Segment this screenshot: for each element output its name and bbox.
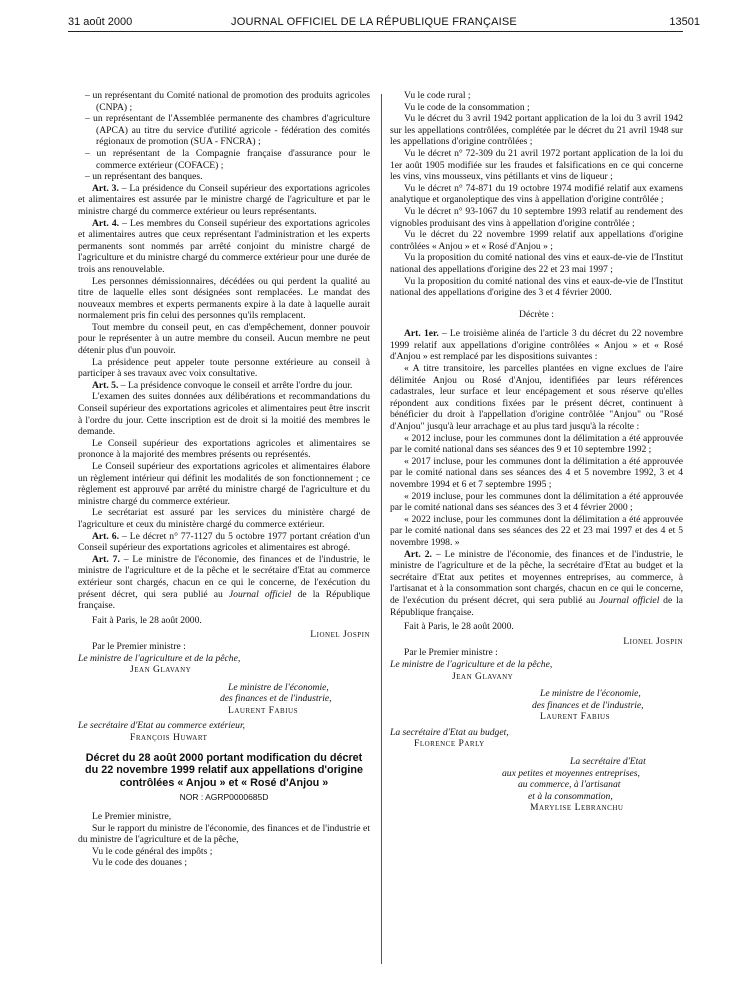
nor-reference: NOR : AGRP0000685D xyxy=(179,792,269,803)
journal-title: JOURNAL OFFICIEL DE LA RÉPUBLIQUE FRANÇAISE xyxy=(231,16,517,28)
quote-paragraph: « A titre transitoire, les parcelles plantées en vigne exclues de l'aire délimitée Anjou ou Rosé d'Anjou, identifiées par leurs références cadastrales, leur surface et leur encépagement et sous réserve qu'elles répondent aux conditions fixées par le présent décret, continuent à bénéficier du droit à l'appellation d'origine contrôlée "Anjou" ou "Rosé d'Anjou" jusqu'à leur arrachage et au plus tard jusqu'à la récolte : xyxy=(390,363,683,433)
signature-economy: Laurent Fabius xyxy=(228,704,298,716)
paragraph: Les personnes démissionnaires, décédées ou qui perdent la qualité au titre de laquelle elles sont désignées sont remplacées. Le mandat des nouveaux membres et experts permanents expire à la date à laquelle aurait normalement pris fin celui des personnes qu'ils remplacent. xyxy=(78,275,370,322)
article-text-end: de la République française. xyxy=(78,588,370,612)
left-column xyxy=(78,90,370,869)
minister-economy: Le ministre de l'économie, xyxy=(540,688,641,700)
minister-economy: Le ministre de l'économie, xyxy=(228,681,329,693)
paragraph: Le secrétariat est assuré par les services du ministère chargé de l'agriculture et ceux du ministère chargé du commerce extérieur. xyxy=(78,507,370,530)
paragraph: La présidence peut appeler toute personne extérieure au conseil à participer à ses travaux avec voix consultative. xyxy=(78,356,370,380)
secretary-foreign-trade: Le secrétaire d'Etat au commerce extérieur, xyxy=(78,720,246,732)
paragraph: Vu le code général des impôts ; xyxy=(92,845,213,857)
visa: Vu la proposition du comité national des vins et eaux-de-vie de l'Institut national des appellations d'origine des 22 et 23 mai 1997 ; xyxy=(390,252,683,275)
visa: Vu la proposition du comité national des vins et eaux-de-vie de l'Institut national des appellations d'origine des 3 et 4 février 2000. xyxy=(390,275,683,299)
signature-foreign-trade: François Huwart xyxy=(130,732,208,744)
article-label: Art. 1er. xyxy=(404,328,439,340)
list-item: – un représentant du Comité national de promotion des produits agricoles (CNPA) ; xyxy=(85,90,370,113)
list-item: – un représentant de la Compagnie française d'assurance pour le commerce extérieur (COFACE) ; xyxy=(85,147,370,171)
quote-paragraph: « 2012 incluse, pour les communes dont la délimitation a été approuvée par le comité national dans ses séances des 9 et 10 septembre 1992 ; xyxy=(390,432,683,456)
article-label: Art. 7. xyxy=(92,553,120,565)
signature-pm: Lionel Jospin xyxy=(310,629,370,641)
article-text: – Le décret n° 77-1127 du 5 octobre 1977 portant création d'un Conseil supérieur des exportations agricoles et alimentaires est abrogé. xyxy=(78,530,370,554)
article-text-end: de la République française. xyxy=(390,594,683,618)
column-divider xyxy=(381,94,382,964)
secretary-sme-cont: au commerce, à l'artisanat xyxy=(518,779,621,791)
right-column xyxy=(390,90,683,814)
visa: Vu le décret du 22 novembre 1999 relatif aux appellations d'origine contrôlées « Anjou » et « Rosé d'Anjou » ; xyxy=(390,229,683,252)
paragraph: L'examen des suites données aux délibérations et recommandations du Conseil supérieur des exportations agricoles et alimentaires peut être inscrit à l'ordre du jour. Cette inscription est de droit si la moitié des membres le demande. xyxy=(78,391,370,438)
article-label: Art. 2. xyxy=(404,548,432,560)
header-rule xyxy=(68,31,683,32)
article-label: Art. 5. xyxy=(92,379,119,391)
visa: Vu le code de la consommation ; xyxy=(404,101,530,113)
article-text: – Le ministre de l'économie, des finances et de l'industrie, le ministre de l'agriculture et de la pêche et le secrétaire d'Etat au commerce extérieur sont chargés, chacun en ce qui le concerne, de l'exécution du présent décret, qui sera publié au xyxy=(78,553,371,600)
minister-agriculture: Le ministre de l'agriculture et de la pêche, xyxy=(78,652,241,664)
list-item: – un représentant des banques. xyxy=(85,171,203,183)
header-date: 31 août 2000 xyxy=(68,16,133,28)
visa: Vu le décret du 3 avril 1942 portant application de la loi du 3 avril 1942 sur les appellations contrôlées, complétée par le décret du 21 avril 1948 sur les appellations d'origine contrôlées ; xyxy=(390,113,683,148)
list-item: – un représentant de l'Assemblée permanente des chambres d'agriculture (APCA) au titre du service d'utilité agricole - fédération des comités régionaux de promotion (SUA - FNCRA) ; xyxy=(85,113,370,148)
article-text: – La présidence convoque le conseil et arrête l'ordre du jour. xyxy=(118,379,353,391)
article-text: – Le ministre de l'économie, des finances et de l'industrie, le ministre de l'agriculture et de la pêche, la secrétaire d'Etat au budget et la secrétaire d'Etat aux petites et moyennes entreprises, au commerce, à l'artisanat et à la consommation sont chargés, chacun en ce qui le concerne, de l'exécution du présent décret, qui sera publié au xyxy=(390,548,683,606)
page-number: 13501 xyxy=(669,16,700,28)
article-label: Art. 4. xyxy=(92,217,120,229)
article-1 xyxy=(390,328,683,363)
visa: Vu le code rural ; xyxy=(404,90,471,101)
article-text: – La présidence du Conseil supérieur des exportations agricoles et alimentaires est assurée par le ministre chargé de l'agriculture et par le ministre chargé du commerce extérieur ou leurs représentants. xyxy=(78,182,370,217)
paragraph: Le Conseil supérieur des exportations agricoles et alimentaires élabore un règlement intérieur qui définit les modalités de son fonctionnement ; ce règlement est approuvé par arrêté du ministre chargé de l'agriculture et du ministre chargé du commerce extérieur. xyxy=(78,461,370,507)
article-text: – Les membres du Conseil supérieur des exportations agricoles et alimentaires autres que ceux représentant l'administration et les experts permanents sont nommés par arrêté conjoint du ministre chargé de l'agriculture et du ministre chargé du commerce extérieur pour une durée de trois ans renouvelable. xyxy=(78,217,370,275)
par-premier-ministre: Par le Premier ministre : xyxy=(404,647,498,659)
article-4 xyxy=(78,218,370,276)
par-premier-ministre: Par le Premier ministre : xyxy=(92,640,186,652)
paragraph: Le Conseil supérieur des exportations agricoles et alimentaires se prononce à la majorité des membres présents ou représentés. xyxy=(78,437,370,461)
secretary-budget: La secrétaire d'Etat au budget, xyxy=(390,726,509,738)
quote-paragraph: « 2019 incluse, pour les communes dont la délimitation a été approuvée par le comité national dans ses séances des 3 et 4 février 2000 ; xyxy=(390,490,683,514)
paragraph: Tout membre du conseil peut, en cas d'empêchement, donner pouvoir pour le représenter à un autre membre du conseil. Aucun membre ne peut détenir plus d'un pouvoir. xyxy=(78,321,370,357)
visa: Vu le décret n° 72-309 du 21 avril 1972 portant application de la loi du 1er août 1905 modifiée sur les fraudes et falsifications en ce qui concerne les vins, vins mousseux, vins pétillants et vins de liqueur ; xyxy=(390,147,683,183)
signature-sme: Marylise Lebranchu xyxy=(530,802,624,814)
minister-economy-cont: des finances et de l'industrie, xyxy=(532,699,644,711)
article-5 xyxy=(78,380,370,392)
quote-paragraph: « 2022 incluse, pour les communes dont la délimitation a été approuvée par le comité national dans ses séances des 22 et 23 mai 1997 et des 4 et 5 novembre 1998. » xyxy=(390,513,683,548)
page-header xyxy=(0,10,748,32)
quote-paragraph: « 2017 incluse, pour les communes dont la délimitation a été approuvée par le comité national dans ses séances des 4 et 5 novembre 1992, 3 et 4 novembre 1994 et 6 et 7 septembre 1995 ; xyxy=(390,455,683,490)
signature-pm: Lionel Jospin xyxy=(623,635,683,647)
paragraph: Sur le rapport du ministre de l'économie, des finances et de l'industrie et du ministre de l'agriculture et de la pêche, xyxy=(78,822,370,846)
decree-title: Décret du 28 août 2000 portant modification du décret du 22 novembre 1999 relatif aux appellations d'origine contrôlées « Anjou » et « Rosé d'Anjou » xyxy=(85,751,363,789)
done-at-paris: Fait à Paris, le 28 août 2000. xyxy=(404,621,514,633)
visa: Vu le décret n° 93-1067 du 10 septembre 1993 relatif au rendement des vignobles produisant des vins à appellation d'origine contrôlée ; xyxy=(390,205,683,229)
signature-agriculture: Jean Glavany xyxy=(130,664,192,676)
article-label: Art. 3. xyxy=(92,182,119,194)
paragraph: Le Premier ministre, xyxy=(92,811,172,823)
article-6 xyxy=(78,531,370,554)
done-at-paris: Fait à Paris, le 28 août 2000. xyxy=(92,614,202,626)
visa: Vu le décret n° 74-871 du 19 octobre 1974 modifié relatif aux examens analytique et organoleptique des vins à appellation d'origine contrôlée ; xyxy=(390,182,683,206)
article-label: Art. 6. xyxy=(92,530,119,542)
journal-officiel-ref: Journal officiel xyxy=(228,588,292,600)
article-2 xyxy=(390,549,683,619)
minister-economy-cont: des finances et de l'industrie, xyxy=(220,693,332,705)
secretary-sme: La secrétaire d'Etat xyxy=(570,756,646,768)
signature-economy: Laurent Fabius xyxy=(540,711,610,723)
minister-agriculture: Le ministre de l'agriculture et de la pêche, xyxy=(390,658,553,670)
secretary-sme-cont: et à la consommation, xyxy=(528,790,613,802)
decrete-heading: Décrète : xyxy=(519,308,554,320)
signature-budget: Florence Parly xyxy=(414,738,485,750)
paragraph: Vu le code des douanes ; xyxy=(92,857,188,869)
signature-agriculture: Jean Glavany xyxy=(452,670,514,682)
secretary-sme-cont: aux petites et moyennes entreprises, xyxy=(502,767,640,779)
journal-officiel-ref: Journal officiel xyxy=(599,594,660,606)
article-7 xyxy=(78,554,370,612)
article-3 xyxy=(78,183,370,218)
article-text: – Le troisième alinéa de l'article 3 du décret du 22 novembre 1999 relatif aux appellations d'origine contrôlées « Anjou » et « Rosé d'Anjou » est remplacé par les dispositions suivantes : xyxy=(390,328,683,363)
